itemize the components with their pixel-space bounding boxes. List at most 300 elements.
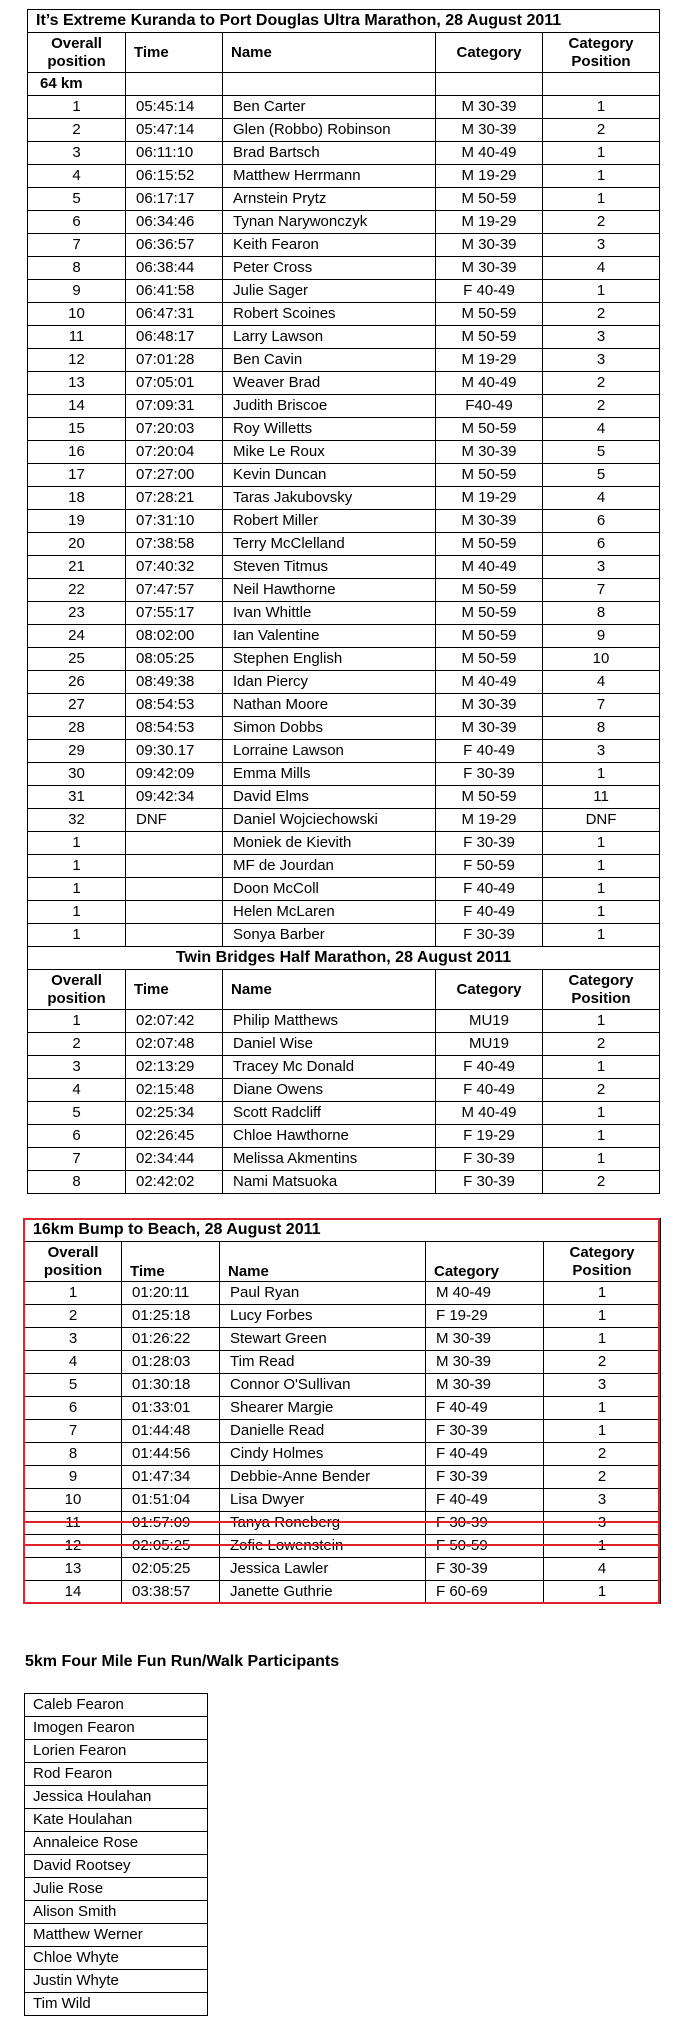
overall-position-cell: 30 [28,763,126,786]
ultra-subheading-row [28,73,660,96]
list-item [25,1970,208,1993]
category-position-cell: 3 [543,740,660,763]
time-cell: 06:11:10 [126,142,223,165]
table-row [28,119,660,142]
table-row [25,1420,661,1443]
category-cell: M 19-29 [436,809,543,832]
overall-position-cell: 1 [28,96,126,119]
header-overall-position [28,33,126,73]
runner-name-cell: Lucy Forbes [220,1305,426,1328]
time-cell: 07:09:31 [126,395,223,418]
category-position-cell: 1 [543,1148,660,1171]
empty-cell [126,73,223,96]
table-row [28,1148,660,1171]
overall-position-cell: 2 [25,1305,122,1328]
runner-name-cell: Stephen English [223,648,436,671]
time-cell: 01:51:04 [122,1489,220,1512]
category-position-cell: 3 [544,1374,661,1397]
runner-name-cell: Connor O'Sullivan [220,1374,426,1397]
overall-position-cell: 31 [28,786,126,809]
list-item [25,1901,208,1924]
time-cell: DNF [126,809,223,832]
runner-name-cell: David Elms [223,786,436,809]
category-cell: F 30-39 [436,1171,543,1194]
time-cell: 06:17:17 [126,188,223,211]
time-cell: 06:47:31 [126,303,223,326]
category-position-cell: 1 [543,1102,660,1125]
time-cell: 06:15:52 [126,165,223,188]
ultra-title-row [28,10,660,33]
overall-position-cell: 1 [25,1282,122,1305]
runner-name-cell: Steven Titmus [223,556,436,579]
category-cell: M 50-59 [436,303,543,326]
category-position-cell: 1 [543,142,660,165]
time-cell: 02:07:48 [126,1033,223,1056]
header-time: Time [126,33,223,73]
time-cell [126,832,223,855]
time-cell: 07:55:17 [126,602,223,625]
category-position-cell: 2 [543,119,660,142]
runner-name-cell: Doon McColl [223,878,436,901]
category-position-cell: 1 [544,1535,661,1558]
time-cell [126,901,223,924]
category-position-cell: 1 [544,1397,661,1420]
category-position-cell: 1 [544,1328,661,1351]
category-position-cell: 1 [543,96,660,119]
category-position-cell: 9 [543,625,660,648]
header-catpos-line2: Position [572,1261,632,1279]
table-row [28,855,660,878]
header-catpos-line2: Position [571,989,631,1007]
runner-name-cell: Arnstein Prytz [223,188,436,211]
time-cell: 08:05:25 [126,648,223,671]
table-row [28,878,660,901]
overall-position-cell: 4 [28,1079,126,1102]
time-cell: 09:42:34 [126,786,223,809]
table-row [28,303,660,326]
category-position-cell: 1 [544,1305,661,1328]
runner-name-cell: Helen McLaren [223,901,436,924]
category-position-cell: 1 [544,1420,661,1443]
category-position-cell: 1 [544,1581,661,1604]
runner-name-cell: Tracey Mc Donald [223,1056,436,1079]
runner-name-cell: Ian Valentine [223,625,436,648]
overall-position-cell: 3 [25,1328,122,1351]
runner-name-cell: MF de Jourdan [223,855,436,878]
overall-position-cell: 3 [28,1056,126,1079]
table-row [28,533,660,556]
runner-name-cell: Larry Lawson [223,326,436,349]
time-cell: 02:07:42 [126,1010,223,1033]
category-cell: M 50-59 [436,625,543,648]
table-row [28,464,660,487]
category-cell: F 60-69 [426,1581,544,1604]
table-row [28,372,660,395]
category-position-cell: 7 [543,694,660,717]
runner-name-cell: Judith Briscoe [223,395,436,418]
category-cell: M 40-49 [436,556,543,579]
category-cell: F 40-49 [426,1489,544,1512]
participant-name: Chloe Whyte [25,1947,208,1970]
ultra-header-row [28,33,660,73]
time-cell: 01:20:11 [122,1282,220,1305]
runner-name-cell: Daniel Wise [223,1033,436,1056]
overall-position-cell: 6 [28,1125,126,1148]
time-cell: 03:38:57 [122,1581,220,1604]
time-cell: 07:40:32 [126,556,223,579]
table-row [25,1512,661,1535]
time-cell: 02:05:25 [122,1558,220,1581]
header-overall-line1: Overall [47,1243,99,1261]
time-cell: 06:36:57 [126,234,223,257]
bump-title-row [25,1219,661,1242]
overall-position-cell: 8 [28,1171,126,1194]
participant-name: Matthew Werner [25,1924,208,1947]
category-position-cell: 1 [543,1010,660,1033]
participant-name: Imogen Fearon [25,1717,208,1740]
runner-name-cell: Ivan Whittle [223,602,436,625]
category-position-cell: 3 [543,234,660,257]
overall-position-cell: 20 [28,533,126,556]
table-row [28,763,660,786]
time-cell: 08:54:53 [126,694,223,717]
table-row [28,510,660,533]
category-position-cell: 4 [543,257,660,280]
time-cell: 07:28:21 [126,487,223,510]
category-position-cell: 1 [543,855,660,878]
category-cell: F 30-39 [436,1148,543,1171]
category-position-cell: 1 [543,763,660,786]
half-title: Twin Bridges Half Marathon, 28 August 2011 [28,947,660,970]
time-cell: 01:28:03 [122,1351,220,1374]
list-item [25,1855,208,1878]
category-cell: F 40-49 [436,901,543,924]
category-position-cell: 3 [543,326,660,349]
header-category-position [543,970,660,1010]
category-position-cell: 1 [543,878,660,901]
header-overall-line2: position [47,52,106,70]
table-row [25,1466,661,1489]
table-row [25,1305,661,1328]
category-position-cell: 6 [543,510,660,533]
header-name: Name [220,1242,426,1282]
time-cell: 06:34:46 [126,211,223,234]
category-cell: MU19 [436,1033,543,1056]
table-row [28,349,660,372]
runner-name-cell: Tim Read [220,1351,426,1374]
participant-name: Kate Houlahan [25,1809,208,1832]
bump-table [24,1218,661,1604]
category-position-cell: 1 [543,165,660,188]
header-category: Category [436,970,543,1010]
table-row [25,1489,661,1512]
half-header-row [28,970,660,1010]
category-position-cell: 6 [543,533,660,556]
participant-name: Alison Smith [25,1901,208,1924]
overall-position-cell: 10 [28,303,126,326]
header-overall-line2: position [47,989,106,1007]
header-catpos-line1: Category [568,971,634,989]
overall-position-cell: 5 [28,188,126,211]
participant-name: David Rootsey [25,1855,208,1878]
overall-position-cell: 19 [28,510,126,533]
overall-position-cell: 11 [25,1512,122,1535]
category-cell: M 30-39 [436,441,543,464]
runner-name-cell: Stewart Green [220,1328,426,1351]
results-table-body [28,10,660,96]
table-row [25,1558,661,1581]
runner-name-cell: Melissa Akmentins [223,1148,436,1171]
ultra-distance-label: 64 km [28,73,126,96]
time-cell: 05:45:14 [126,96,223,119]
overall-position-cell: 22 [28,579,126,602]
category-cell: F 40-49 [426,1397,544,1420]
header-overall-position [28,970,126,1010]
category-position-cell: 4 [543,671,660,694]
category-cell: M 30-39 [436,96,543,119]
overall-position-cell: 13 [28,372,126,395]
overall-position-cell: 12 [25,1535,122,1558]
category-position-cell: 1 [543,832,660,855]
time-cell: 07:27:00 [126,464,223,487]
runner-name-cell: Paul Ryan [220,1282,426,1305]
category-cell: F 40-49 [436,1079,543,1102]
list-item [25,1947,208,1970]
table-row [28,924,660,947]
list-item [25,1993,208,2016]
runner-name-cell: Keith Fearon [223,234,436,257]
category-position-cell: 8 [543,602,660,625]
table-row [25,1374,661,1397]
time-cell: 01:25:18 [122,1305,220,1328]
category-position-cell: 1 [543,1056,660,1079]
time-cell [126,878,223,901]
participant-name: Caleb Fearon [25,1694,208,1717]
runner-name-cell: Lisa Dwyer [220,1489,426,1512]
time-cell: 01:47:34 [122,1466,220,1489]
runner-name-cell: Brad Bartsch [223,142,436,165]
category-cell: M 30-39 [436,717,543,740]
list-item [25,1878,208,1901]
category-cell: M 19-29 [436,487,543,510]
overall-position-cell: 1 [28,901,126,924]
overall-position-cell: 7 [28,1148,126,1171]
runner-name-cell: Scott Radcliff [223,1102,436,1125]
category-cell: F 40-49 [436,740,543,763]
overall-position-cell: 25 [28,648,126,671]
time-cell: 01:30:18 [122,1374,220,1397]
list-item [25,1832,208,1855]
category-position-cell: 1 [544,1282,661,1305]
category-position-cell: 5 [543,441,660,464]
table-row [28,1033,660,1056]
category-position-cell: 7 [543,579,660,602]
time-cell: 06:48:17 [126,326,223,349]
table-row [28,1079,660,1102]
time-cell: 02:13:29 [126,1056,223,1079]
runner-name-cell: Janette Guthrie [220,1581,426,1604]
table-row [28,740,660,763]
participant-name: Justin Whyte [25,1970,208,1993]
table-row [25,1282,661,1305]
runner-name-cell: Lorraine Lawson [223,740,436,763]
table-row [28,165,660,188]
bump-heading [25,1219,661,1282]
half-title-row [28,947,660,970]
category-position-cell: 3 [543,556,660,579]
overall-position-cell: 1 [28,832,126,855]
category-cell: F 40-49 [436,878,543,901]
runner-name-cell: Philip Matthews [223,1010,436,1033]
time-cell: 08:49:38 [126,671,223,694]
category-position-cell: 1 [543,924,660,947]
runner-name-cell: Kevin Duncan [223,464,436,487]
category-position-cell: 2 [543,395,660,418]
runner-name-cell: Tanya Roneberg [220,1512,426,1535]
time-cell: 06:38:44 [126,257,223,280]
runner-name-cell: Debbie-Anne Bender [220,1466,426,1489]
overall-position-cell: 28 [28,717,126,740]
category-position-cell: 2 [543,211,660,234]
header-name: Name [223,33,436,73]
table-row [28,211,660,234]
runner-name-cell: Robert Miller [223,510,436,533]
category-position-cell: 5 [543,464,660,487]
category-position-cell: 3 [544,1512,661,1535]
category-position-cell: 1 [543,901,660,924]
overall-position-cell: 1 [28,1010,126,1033]
category-position-cell: 1 [543,188,660,211]
time-cell: 07:05:01 [126,372,223,395]
category-position-cell: 11 [543,786,660,809]
category-position-cell: 4 [543,418,660,441]
table-row [28,556,660,579]
runner-name-cell: Mike Le Roux [223,441,436,464]
overall-position-cell: 18 [28,487,126,510]
runner-name-cell: Nami Matsuoka [223,1171,436,1194]
participant-name: Tim Wild [25,1993,208,2016]
list-item [25,1763,208,1786]
table-row [28,1125,660,1148]
time-cell: 09:42:09 [126,763,223,786]
table-row [25,1351,661,1374]
runner-name-cell: Peter Cross [223,257,436,280]
table-row [28,786,660,809]
category-cell: M 50-59 [436,579,543,602]
header-category-position [543,33,660,73]
empty-cell [543,73,660,96]
overall-position-cell: 32 [28,809,126,832]
runner-name-cell: Terry McClelland [223,533,436,556]
overall-position-cell: 2 [28,1033,126,1056]
runner-name-cell: Ben Cavin [223,349,436,372]
table-row [25,1581,661,1604]
ultra-results [28,96,660,947]
header-overall-position [25,1242,122,1282]
category-cell: M 30-39 [426,1351,544,1374]
header-category: Category [436,33,543,73]
runner-name-cell: Emma Mills [223,763,436,786]
runner-name-cell: Jessica Lawler [220,1558,426,1581]
runner-name-cell: Shearer Margie [220,1397,426,1420]
runner-name-cell: Ben Carter [223,96,436,119]
table-row [28,487,660,510]
runner-name-cell: Sonya Barber [223,924,436,947]
table-row [25,1443,661,1466]
participant-name: Jessica Houlahan [25,1786,208,1809]
category-cell: F 30-39 [426,1466,544,1489]
time-cell: 08:02:00 [126,625,223,648]
category-position-cell: 2 [544,1466,661,1489]
category-position-cell: 2 [543,303,660,326]
category-position-cell: 3 [543,349,660,372]
overall-position-cell: 26 [28,671,126,694]
category-cell: M 30-39 [426,1374,544,1397]
table-row [28,142,660,165]
table-row [28,579,660,602]
overall-position-cell: 6 [25,1397,122,1420]
list-item [25,1740,208,1763]
category-position-cell: 2 [543,372,660,395]
table-row [28,694,660,717]
category-cell: M 40-49 [436,671,543,694]
category-position-cell: 8 [543,717,660,740]
header-category: Category [426,1242,544,1282]
empty-cell [436,73,543,96]
table-row [28,602,660,625]
time-cell: 06:41:58 [126,280,223,303]
runner-name-cell: Weaver Brad [223,372,436,395]
runner-name-cell: Moniek de Kievith [223,832,436,855]
category-cell: M 50-59 [436,602,543,625]
overall-position-cell: 10 [25,1489,122,1512]
time-cell: 01:57:09 [122,1512,220,1535]
table-row [28,326,660,349]
runner-name-cell: Julie Sager [223,280,436,303]
overall-position-cell: 13 [25,1558,122,1581]
overall-position-cell: 15 [28,418,126,441]
category-cell: F 50-59 [436,855,543,878]
category-cell: M 30-39 [436,119,543,142]
overall-position-cell: 6 [28,211,126,234]
time-cell: 01:26:22 [122,1328,220,1351]
overall-position-cell: 7 [25,1420,122,1443]
list-item [25,1809,208,1832]
table-row [28,901,660,924]
overall-position-cell: 1 [28,878,126,901]
fun-run-participants [25,1694,208,2016]
table-row [28,1102,660,1125]
overall-position-cell: 8 [25,1443,122,1466]
table-row [28,1171,660,1194]
category-cell: M 19-29 [436,211,543,234]
table-row [28,441,660,464]
bump-results [25,1282,661,1604]
time-cell: 01:33:01 [122,1397,220,1420]
category-cell: F 40-49 [426,1443,544,1466]
table-row [28,671,660,694]
table-row [28,96,660,119]
table-row [28,1056,660,1079]
overall-position-cell: 29 [28,740,126,763]
runner-name-cell: Robert Scoines [223,303,436,326]
overall-position-cell: 14 [25,1581,122,1604]
overall-position-cell: 4 [25,1351,122,1374]
time-cell: 08:54:53 [126,717,223,740]
category-position-cell: 2 [544,1443,661,1466]
category-cell: F 50-59 [426,1535,544,1558]
runner-name-cell: Nathan Moore [223,694,436,717]
